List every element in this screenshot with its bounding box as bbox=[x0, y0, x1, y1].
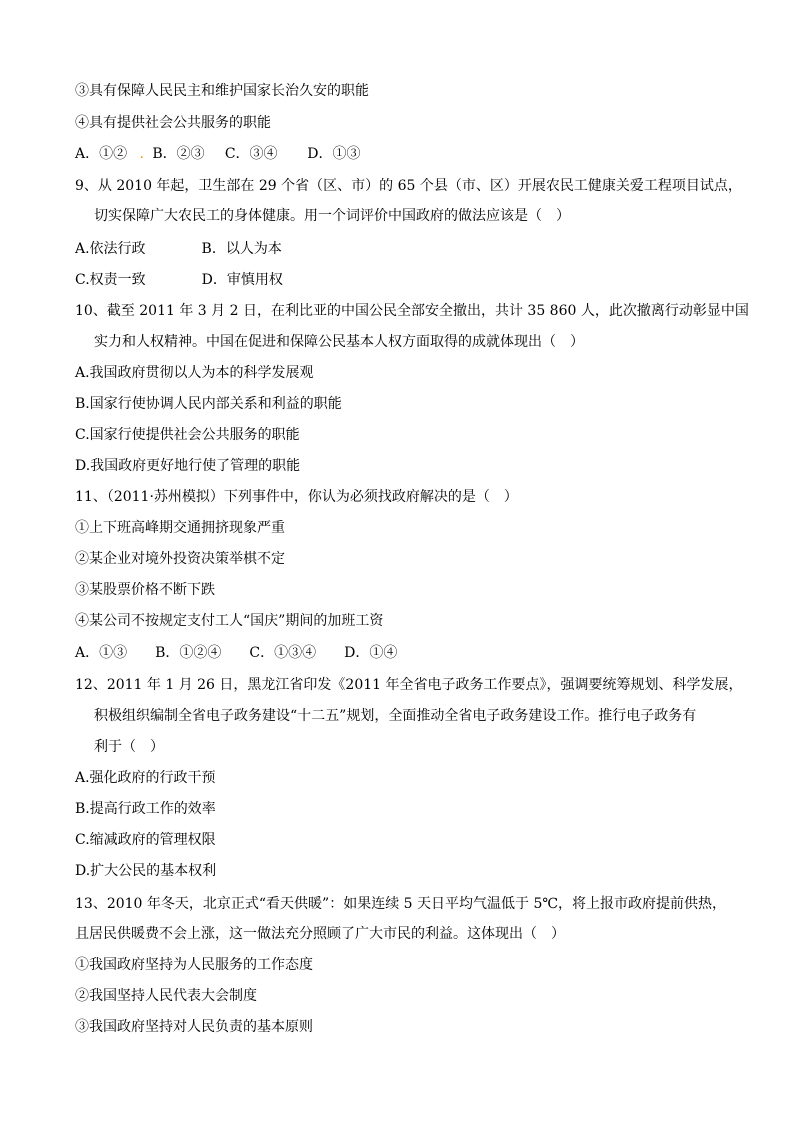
question-12-option-d: D.扩大公民的基本权利 bbox=[75, 863, 217, 879]
question-12-option-a: A.强化政府的行政干预 bbox=[75, 770, 216, 786]
choice-a: A．①② bbox=[75, 146, 128, 162]
question-11-item-4: ④某公司不按规定支付工人“国庆”期间的加班工资 bbox=[75, 613, 384, 629]
question-13-stem-cont: 且居民供暖费不会上涨，这一做法充分照顾了广大市民的利益。这体现出（ ） bbox=[75, 926, 565, 942]
question-13-item-2: ②我国坚持人民代表大会制度 bbox=[75, 988, 257, 1004]
question-12-stem: 12、2011 年 1 月 26 日，黑龙江省印发《2011 年全省电子政务工作要点》，强调要统筹规划、科学发展， bbox=[75, 677, 743, 693]
stray-dot-mark: . bbox=[139, 146, 144, 162]
question-12-stem-cont: 积极组织编制全省电子政务建设“十二五”规划，全面推动全省电子政务建设工作。推行电子政务有 bbox=[94, 708, 697, 724]
answer-choices bbox=[75, 144, 361, 164]
option-line: ④具有提供社会公共服务的职能 bbox=[75, 115, 271, 131]
question-10-option-c: C.国家行使提供社会公共服务的职能 bbox=[75, 427, 300, 443]
question-10-stem-cont: 实力和人权精神。中国在促进和保障公民基本人权方面取得的成就体现出（ ） bbox=[94, 334, 584, 350]
question-11-stem: 11、（2011·苏州模拟）下列事件中，你认为必须找政府解决的是（ ） bbox=[75, 489, 518, 505]
question-10-stem: 10、截至 2011 年 3 月 2 日，在利比亚的中国公民全部安全撤出，共计 35 860 人，此次撤离行动彰显中国 bbox=[75, 303, 749, 319]
question-12-option-b: B.提高行政工作的效率 bbox=[75, 801, 216, 817]
question-13-item-3: ③我国政府坚持对人民负责的基本原则 bbox=[75, 1019, 313, 1035]
question-9-stem: 9、从 2010 年起，卫生部在 29 个省（区、市）的 65 个县（市、区）开展农民工健康关爱工程项目试点， bbox=[75, 178, 742, 194]
option-line: ③具有保障人民民主和维护国家长治久安的职能 bbox=[75, 83, 369, 99]
question-13-item-1: ①我国政府坚持为人民服务的工作态度 bbox=[75, 957, 313, 973]
question-9-options-ab: A.依法行政 B．以人为本 bbox=[75, 241, 282, 257]
question-11-item-3: ③某股票价格不断下跌 bbox=[75, 582, 215, 598]
choice-d: D．①③ bbox=[307, 146, 361, 162]
question-9-stem-cont: 切实保障广大农民工的身体健康。用一个词评价中国政府的做法应该是（ ） bbox=[94, 208, 570, 224]
question-13-stem: 13、2010 年冬天，北京正式“看天供暖”：如果连续 5 天日平均气温低于 5℃，将上报市政府提前供热， bbox=[75, 896, 727, 912]
choice-b: B．②③ bbox=[152, 146, 205, 162]
question-11-item-2: ②某企业对境外投资决策举棋不定 bbox=[75, 551, 285, 567]
question-10-option-a: A.我国政府贯彻以人为本的科学发展观 bbox=[75, 365, 314, 381]
choice-c: C．③④ bbox=[224, 146, 278, 162]
question-12-stem-cont: 利于（ ） bbox=[94, 739, 164, 755]
question-10-option-d: D.我国政府更好地行使了管理的职能 bbox=[75, 458, 301, 474]
question-11-item-1: ①上下班高峰期交通拥挤现象严重 bbox=[75, 520, 285, 536]
question-9-options-cd: C.权责一致 D．审慎用权 bbox=[75, 272, 283, 288]
question-10-option-b: B.国家行使协调人民内部关系和利益的职能 bbox=[75, 396, 342, 412]
question-12-option-c: C.缩减政府的管理权限 bbox=[75, 832, 216, 848]
question-11-choices: A．①③ B．①②④ C．①③④ D．①④ bbox=[75, 645, 398, 661]
